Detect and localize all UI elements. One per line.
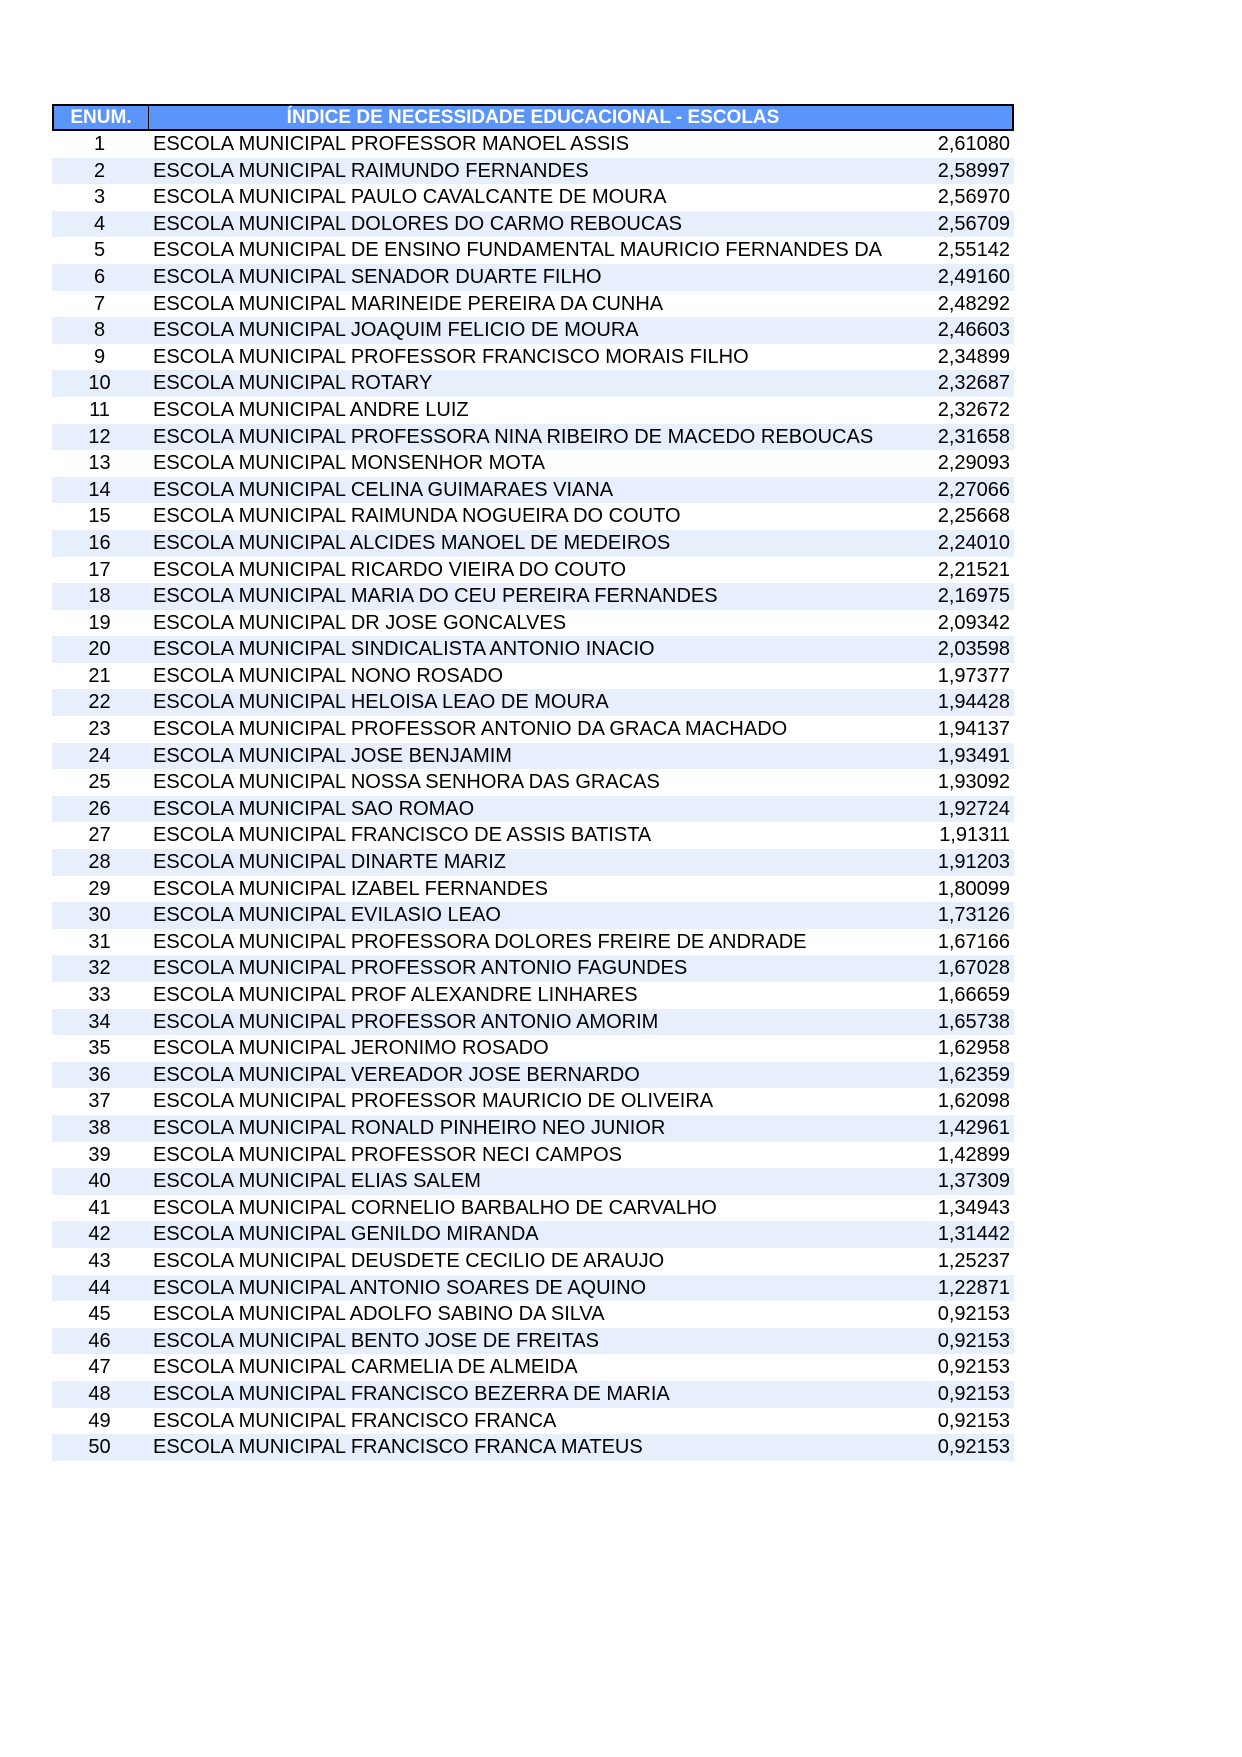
index-value: 1,25237 (937, 1249, 1010, 1272)
index-value: 1,92724 (937, 797, 1010, 820)
school-name: ESCOLA MUNICIPAL PROFESSOR FRANCISCO MORAIS FILHO (153, 345, 749, 368)
table-row (52, 1009, 1014, 1036)
row-number: 21 (88, 664, 111, 687)
table-row (52, 1434, 1014, 1461)
table-row (52, 530, 1014, 557)
table-row (52, 450, 1014, 477)
index-value: 1,42961 (937, 1116, 1010, 1139)
row-number: 37 (88, 1090, 111, 1113)
table-row (52, 557, 1014, 584)
school-name: ESCOLA MUNICIPAL GENILDO MIRANDA (153, 1223, 539, 1246)
school-name: ESCOLA MUNICIPAL MONSENHOR MOTA (153, 452, 545, 475)
school-name: ESCOLA MUNICIPAL ANDRE LUIZ (153, 398, 469, 421)
row-number: 8 (93, 319, 106, 342)
index-value: 1,91203 (937, 851, 1010, 874)
table-row (52, 902, 1014, 929)
row-number: 34 (88, 1010, 111, 1033)
index-value: 2,31658 (937, 425, 1010, 448)
school-name: ESCOLA MUNICIPAL PROFESSOR ANTONIO FAGUNDES (153, 957, 688, 980)
index-value: 2,48292 (937, 292, 1010, 315)
row-number: 1 (93, 133, 106, 155)
table-row (52, 583, 1014, 610)
index-value: 0,92153 (937, 1303, 1010, 1326)
table-row (52, 237, 1014, 264)
table-row (52, 264, 1014, 291)
row-number: 42 (88, 1223, 111, 1246)
school-name: ESCOLA MUNICIPAL FRANCISCO FRANCA MATEUS (153, 1436, 643, 1459)
school-name: ESCOLA MUNICIPAL RICARDO VIEIRA DO COUTO (153, 558, 627, 581)
school-name: ESCOLA MUNICIPAL RAIMUNDO FERNANDES (153, 159, 589, 182)
table-row (52, 211, 1014, 238)
row-number: 39 (88, 1143, 111, 1166)
table-row (52, 370, 1014, 397)
school-name: ESCOLA MUNICIPAL DOLORES DO CARMO REBOUCAS (153, 212, 682, 235)
index-value: 2,49160 (937, 265, 1010, 288)
school-name: ESCOLA MUNICIPAL NOSSA SENHORA DAS GRACAS (153, 771, 660, 794)
table-row (52, 1301, 1014, 1328)
table-row (52, 822, 1014, 849)
index-value: 1,34943 (937, 1196, 1010, 1219)
table-row (52, 743, 1014, 770)
school-name: ESCOLA MUNICIPAL ROTARY (153, 372, 433, 395)
school-name: ESCOLA MUNICIPAL BENTO JOSE DE FREITAS (153, 1329, 600, 1352)
table-body (52, 131, 1014, 1461)
school-name: ESCOLA MUNICIPAL FRANCISCO FRANCA (153, 1409, 557, 1432)
index-value: 1,94137 (937, 718, 1010, 741)
index-value: 2,46603 (937, 319, 1010, 342)
header-title: ÍNDICE DE NECESSIDADE EDUCACIONAL - ESCOLAS (286, 107, 780, 128)
school-name: ESCOLA MUNICIPAL SAO ROMAO (153, 797, 475, 820)
index-value: 1,73126 (937, 904, 1010, 927)
table-row (52, 158, 1014, 185)
index-value: 1,66659 (937, 984, 1010, 1006)
row-number: 25 (88, 771, 111, 794)
table-row (52, 610, 1014, 637)
table-row (52, 1115, 1014, 1142)
row-number: 41 (88, 1196, 111, 1219)
row-number: 40 (88, 1170, 111, 1193)
school-name: ESCOLA MUNICIPAL JOAQUIM FELICIO DE MOURA (153, 319, 639, 342)
school-name: ESCOLA MUNICIPAL PROFESSORA DOLORES FREIRE DE ANDRADE (153, 930, 807, 953)
table-row (52, 663, 1014, 690)
table-row (52, 424, 1014, 451)
row-number: 29 (88, 877, 111, 900)
index-value: 2,27066 (937, 478, 1010, 501)
index-value: 1,93092 (937, 771, 1010, 794)
index-value: 2,56709 (937, 212, 1010, 235)
row-number: 13 (88, 452, 111, 475)
school-name: ESCOLA MUNICIPAL PAULO CAVALCANTE DE MOURA (153, 186, 667, 209)
index-value: 1,67166 (937, 930, 1010, 953)
row-number: 43 (88, 1249, 111, 1272)
school-name: ESCOLA MUNICIPAL RAIMUNDA NOGUEIRA DO COUTO (153, 505, 681, 528)
index-value: 2,24010 (937, 531, 1010, 554)
index-value: 1,62098 (937, 1090, 1010, 1113)
table-row (52, 1062, 1014, 1089)
table-row (52, 1088, 1014, 1115)
table-row (52, 131, 1014, 158)
table-row (52, 1168, 1014, 1195)
table-row (52, 1408, 1014, 1435)
school-name: ESCOLA MUNICIPAL NONO ROSADO (153, 664, 504, 687)
index-value: 2,56970 (937, 186, 1010, 209)
index-value: 0,92153 (937, 1329, 1010, 1352)
table-row (52, 982, 1014, 1009)
row-number: 9 (93, 345, 106, 368)
index-value: 2,16975 (937, 585, 1010, 608)
row-number: 26 (88, 797, 111, 820)
table-row (52, 317, 1014, 344)
index-value: 2,55142 (937, 239, 1010, 262)
table-row (52, 477, 1014, 504)
index-value: 2,25668 (937, 505, 1010, 528)
row-number: 46 (88, 1329, 111, 1352)
school-name: ESCOLA MUNICIPAL CELINA GUIMARAES VIANA (153, 478, 614, 501)
school-name: ESCOLA MUNICIPAL SINDICALISTA ANTONIO INACIO (153, 638, 655, 661)
row-number: 32 (88, 957, 111, 980)
school-name: ESCOLA MUNICIPAL HELOISA LEAO DE MOURA (153, 691, 609, 714)
table-row (52, 397, 1014, 424)
row-number: 5 (93, 239, 106, 262)
row-number: 47 (88, 1356, 111, 1379)
row-number: 45 (88, 1303, 111, 1326)
school-name: ESCOLA MUNICIPAL DE ENSINO FUNDAMENTAL MAURICIO FERNANDES DA (153, 239, 882, 262)
row-number: 50 (88, 1436, 111, 1459)
table-row (52, 1195, 1014, 1222)
index-value: 1,37309 (937, 1170, 1010, 1193)
row-number: 48 (88, 1382, 111, 1405)
school-name: ESCOLA MUNICIPAL VEREADOR JOSE BERNARDO (153, 1063, 640, 1086)
row-number: 33 (88, 984, 111, 1006)
index-value: 2,32687 (937, 372, 1010, 395)
header-enum: ENUM. (54, 106, 149, 129)
school-name: ESCOLA MUNICIPAL RONALD PINHEIRO NEO JUNIOR (153, 1116, 666, 1139)
row-number: 27 (88, 824, 111, 847)
school-name: ESCOLA MUNICIPAL MARIA DO CEU PEREIRA FERNANDES (153, 585, 718, 608)
index-value: 2,32672 (937, 398, 1010, 421)
row-number: 28 (88, 851, 111, 874)
index-value: 2,29093 (937, 452, 1010, 475)
row-number: 36 (88, 1063, 111, 1086)
index-value: 0,92153 (937, 1409, 1010, 1432)
table-row (52, 1035, 1014, 1062)
index-value: 1,94428 (937, 691, 1010, 714)
row-number: 18 (88, 585, 111, 608)
table-row (52, 184, 1014, 211)
index-value: 1,62359 (937, 1063, 1010, 1086)
table-row (52, 796, 1014, 823)
school-name: ESCOLA MUNICIPAL EVILASIO LEAO (153, 904, 501, 927)
table-row (52, 1354, 1014, 1381)
table-row (52, 1142, 1014, 1169)
table-row (52, 689, 1014, 716)
school-name: ESCOLA MUNICIPAL PROFESSOR MAURICIO DE OLIVEIRA (153, 1090, 714, 1113)
index-value: 2,21521 (937, 558, 1010, 581)
row-number: 31 (88, 930, 111, 953)
index-value: 1,91311 (939, 824, 1010, 847)
school-name: ESCOLA MUNICIPAL PROFESSOR NECI CAMPOS (153, 1143, 622, 1166)
school-name: ESCOLA MUNICIPAL CORNELIO BARBALHO DE CARVALHO (153, 1196, 717, 1219)
table-row (52, 769, 1014, 796)
school-name: ESCOLA MUNICIPAL PROF ALEXANDRE LINHARES (153, 984, 638, 1006)
index-value: 1,31442 (937, 1223, 1010, 1246)
table-row (52, 1275, 1014, 1302)
schools-table (52, 104, 1014, 1461)
school-name: ESCOLA MUNICIPAL SENADOR DUARTE FILHO (153, 265, 602, 288)
row-number: 49 (88, 1409, 111, 1432)
row-number: 2 (93, 159, 106, 182)
school-name: ESCOLA MUNICIPAL ANTONIO SOARES DE AQUINO (153, 1276, 647, 1299)
index-value: 0,92153 (937, 1356, 1010, 1379)
index-value: 2,03598 (937, 638, 1010, 661)
row-number: 15 (88, 505, 111, 528)
table-row (52, 849, 1014, 876)
table-row (52, 1248, 1014, 1275)
table-row (52, 929, 1014, 956)
school-name: ESCOLA MUNICIPAL ELIAS SALEM (153, 1170, 481, 1193)
school-name: ESCOLA MUNICIPAL FRANCISCO DE ASSIS BATISTA (153, 824, 652, 847)
school-name: ESCOLA MUNICIPAL IZABEL FERNANDES (153, 877, 548, 900)
table-row (52, 1328, 1014, 1355)
index-value: 1,80099 (937, 877, 1010, 900)
school-name: ESCOLA MUNICIPAL ALCIDES MANOEL DE MEDEIROS (153, 531, 671, 554)
table-row (52, 955, 1014, 982)
school-name: ESCOLA MUNICIPAL DEUSDETE CECILIO DE ARAUJO (153, 1249, 665, 1272)
row-number: 44 (88, 1276, 111, 1299)
row-number: 20 (88, 638, 111, 661)
school-name: ESCOLA MUNICIPAL CARMELIA DE ALMEIDA (153, 1356, 578, 1379)
index-value: 0,92153 (937, 1382, 1010, 1405)
index-value: 0,92153 (937, 1436, 1010, 1459)
table-row (52, 876, 1014, 903)
row-number: 7 (93, 292, 106, 315)
school-name: ESCOLA MUNICIPAL JERONIMO ROSADO (153, 1037, 549, 1060)
row-number: 14 (88, 478, 111, 501)
table-row (52, 1221, 1014, 1248)
index-value: 1,65738 (937, 1010, 1010, 1033)
table-row (52, 636, 1014, 663)
row-number: 16 (88, 531, 111, 554)
index-value: 2,61080 (937, 133, 1010, 155)
index-value: 1,62958 (937, 1037, 1010, 1060)
index-value: 1,67028 (937, 957, 1010, 980)
school-name: ESCOLA MUNICIPAL FRANCISCO BEZERRA DE MARIA (153, 1382, 670, 1405)
index-value: 1,93491 (937, 744, 1010, 767)
row-number: 3 (93, 186, 106, 209)
row-number: 4 (93, 212, 106, 235)
table-row (52, 503, 1014, 530)
table-header (52, 104, 1014, 131)
row-number: 22 (88, 691, 111, 714)
school-name: ESCOLA MUNICIPAL PROFESSOR MANOEL ASSIS (153, 133, 630, 155)
index-value: 1,42899 (937, 1143, 1010, 1166)
index-value: 1,97377 (937, 664, 1010, 687)
school-name: ESCOLA MUNICIPAL MARINEIDE PEREIRA DA CUNHA (153, 292, 664, 315)
row-number: 24 (88, 744, 111, 767)
school-name: ESCOLA MUNICIPAL DR JOSE GONCALVES (153, 611, 567, 634)
school-name: ESCOLA MUNICIPAL PROFESSOR ANTONIO DA GRACA MACHADO (153, 718, 788, 741)
index-value: 2,34899 (937, 345, 1010, 368)
table-row (52, 291, 1014, 318)
school-name: ESCOLA MUNICIPAL ADOLFO SABINO DA SILVA (153, 1303, 605, 1326)
row-number: 38 (88, 1116, 111, 1139)
school-name: ESCOLA MUNICIPAL PROFESSORA NINA RIBEIRO DE MACEDO REBOUCAS (153, 425, 874, 448)
row-number: 10 (88, 372, 111, 395)
row-number: 30 (88, 904, 111, 927)
row-number: 35 (88, 1037, 111, 1060)
row-number: 19 (88, 611, 111, 634)
school-name: ESCOLA MUNICIPAL PROFESSOR ANTONIO AMORIM (153, 1010, 659, 1033)
row-number: 12 (88, 425, 111, 448)
row-number: 17 (88, 558, 111, 581)
row-number: 6 (93, 265, 106, 288)
index-value: 2,09342 (937, 611, 1010, 634)
table-row (52, 716, 1014, 743)
school-name: ESCOLA MUNICIPAL DINARTE MARIZ (153, 851, 507, 874)
row-number: 11 (89, 398, 110, 421)
table-row (52, 344, 1014, 371)
row-number: 23 (88, 718, 111, 741)
school-name: ESCOLA MUNICIPAL JOSE BENJAMIM (153, 744, 512, 767)
index-value: 1,22871 (937, 1276, 1010, 1299)
table-row (52, 1381, 1014, 1408)
index-value: 2,58997 (937, 159, 1010, 182)
